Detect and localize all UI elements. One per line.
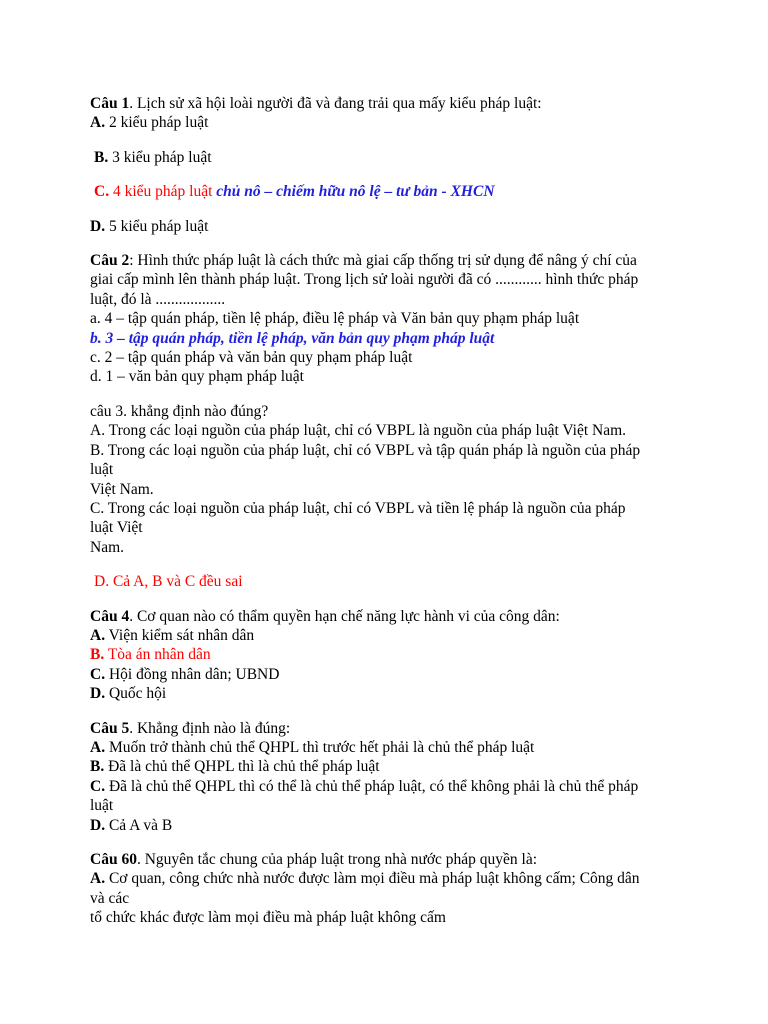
question-1-option-a: A. 2 kiểu pháp luật xyxy=(90,114,209,132)
question-1-option-d: D. 5 kiểu pháp luật xyxy=(90,217,209,235)
question-4 xyxy=(90,607,680,704)
question-3-option-c-line-3: Nam. xyxy=(90,538,125,556)
question-2-stem-line-2: giai cấp mình lên thành pháp luật. Trong lịch sử loài người đã có ............ hình thức pháp xyxy=(90,271,639,289)
question-1 xyxy=(90,94,680,236)
question-4-option-d: D. Quốc hội xyxy=(90,685,167,703)
question-3-option-c-line-2: luật Việt xyxy=(90,519,143,537)
question-5-option-c-line-1: C. Đã là chủ thể QHPL thì có thể là chủ thể pháp luật, có thể không phải là chủ thể pháp xyxy=(90,777,639,795)
question-3-stem: câu 3. khẳng định nào đúng? xyxy=(90,402,269,420)
question-5-label: Câu 5 xyxy=(90,719,130,737)
question-5-stem: Câu 5. Khẳng định nào là đúng: xyxy=(90,719,291,737)
question-4-option-c: C. Hội đồng nhân dân; UBND xyxy=(90,665,280,683)
question-3-option-b-line-2: luật xyxy=(90,461,114,479)
question-1-label: Câu 1 xyxy=(90,95,130,112)
question-5-option-b: B. Đã là chủ thể QHPL thì là chủ thể pháp luật xyxy=(90,758,380,776)
question-3-option-a: A. Trong các loại nguồn của pháp luật, chỉ có VBPL là nguồn của pháp luật Việt Nam. xyxy=(90,422,627,440)
question-3-option-c-line-1: C. Trong các loại nguồn của pháp luật, chỉ có VBPL và tiền lệ pháp là nguồn của pháp xyxy=(90,499,626,517)
question-4-stem: Câu 4. Cơ quan nào có thẩm quyền hạn chế năng lực hành vi của công dân: xyxy=(90,607,560,625)
question-5-option-a: A. Muốn trở thành chủ thể QHPL thì trước hết phải là chủ thể pháp luật xyxy=(90,738,535,756)
question-2-option-d: d. 1 – văn bản quy phạm pháp luật xyxy=(90,368,304,386)
question-4-label: Câu 4 xyxy=(90,607,130,625)
question-5-option-d: D. Cả A và B xyxy=(90,816,173,834)
question-2-label: Câu 2 xyxy=(90,252,130,270)
question-2-option-b: b. 3 – tập quán pháp, tiền lệ pháp, văn bản quy phạm pháp luật xyxy=(90,329,495,347)
question-60-stem: Câu 60. Nguyên tắc chung của pháp luật trong nhà nước pháp quyền là: xyxy=(90,851,538,868)
question-60-option-a-line-3: tổ chức khác được làm mọi điều mà pháp luật không cấm xyxy=(90,909,446,927)
question-3-option-d: D. Cả A, B và C đều sai xyxy=(94,573,243,591)
question-5-option-c-line-2: luật xyxy=(90,797,114,815)
question-4-option-b: B. Tòa án nhân dân xyxy=(90,646,211,664)
question-4-option-a: A. Viện kiểm sát nhân dân xyxy=(90,626,255,644)
question-60-label: Câu 60 xyxy=(90,851,137,868)
question-1-option-b: B. 3 kiểu pháp luật xyxy=(94,148,212,166)
document-page xyxy=(90,94,680,928)
question-1-option-c-note: chủ nô – chiếm hữu nô lệ – tư bản - XHCN xyxy=(216,183,495,201)
question-2-stem-line-3: luật, đó là .................. xyxy=(90,290,226,308)
question-3-option-b-line-3: Việt Nam. xyxy=(90,480,154,498)
question-2-option-a: a. 4 – tập quán pháp, tiền lệ pháp, điều lệ pháp và Văn bản quy phạm pháp luật xyxy=(90,310,580,328)
question-5 xyxy=(90,719,680,835)
question-60-option-a-line-1: A. Cơ quan, công chức nhà nước được làm mọi điều mà pháp luật không cấm; Công dân xyxy=(90,870,640,888)
question-2 xyxy=(90,251,680,387)
question-3 xyxy=(90,402,680,592)
question-2-stem-line-1: Câu 2: Hình thức pháp luật là cách thức mà giai cấp thống trị sử dụng để nâng ý chí của xyxy=(90,252,637,270)
question-60 xyxy=(90,850,680,928)
question-3-option-b-line-1: B. Trong các loại nguồn của pháp luật, chỉ có VBPL và tập quán pháp là nguồn của pháp xyxy=(90,441,641,459)
question-1-option-c: C. 4 kiểu pháp luật chủ nô – chiếm hữu nô lệ – tư bản - XHCN xyxy=(94,183,495,201)
question-2-option-c: c. 2 – tập quán pháp và văn bản quy phạm pháp luật xyxy=(90,349,413,367)
question-60-option-a-line-2: và các xyxy=(90,889,130,907)
question-1-stem: Câu 1. Lịch sử xã hội loài người đã và đang trải qua mấy kiểu pháp luật: xyxy=(90,95,542,112)
